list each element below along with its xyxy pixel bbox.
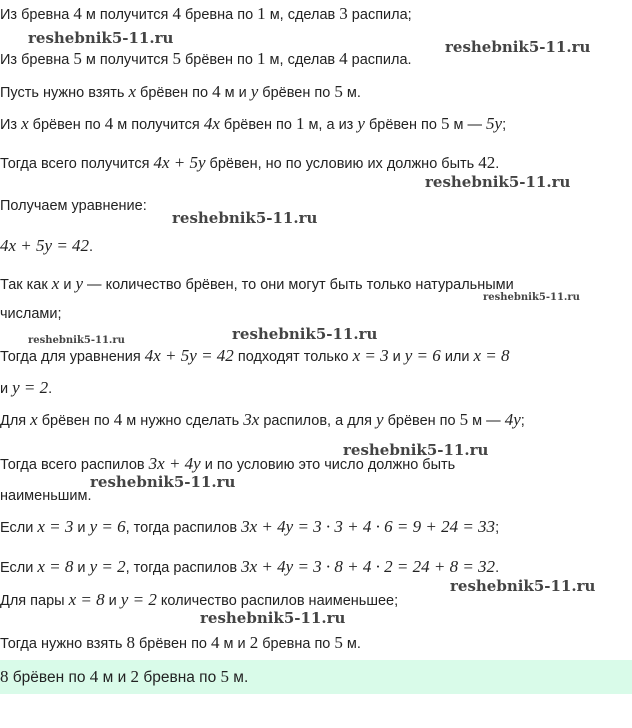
math-expression: 3x + 4y = 3 · 8 + 4 · 2 = 24 + 8 = 32 [241,557,496,576]
math-expression: 42 [478,153,496,172]
text-segment: бревна по [258,636,335,652]
math-expression: 1 [257,4,266,23]
math-expression: 5y [486,114,503,133]
math-expression: 4x [203,114,220,133]
text-segment: м получится [81,52,173,68]
math-expression: y = 2 [12,378,49,397]
text-segment: и [0,381,13,397]
math-expression: 2 [130,667,140,686]
text-segment: — количество брёвен, то они могут быть только натуральными [83,277,514,293]
text-segment: брёвен по [383,413,460,429]
watermark: reshebnik5-11.ru [232,325,378,343]
math-expression: 5 [220,667,229,686]
math-expression: x = 8 [37,557,74,576]
math-expression: 8 [0,667,9,686]
math-expression: y = 2 [89,557,126,576]
text-segment: Для [0,413,31,429]
text-segment: ; [520,413,525,429]
text-segment: или [440,349,474,365]
text-segment: м получится [81,7,173,23]
math-expression: x = 3 [352,346,389,365]
text-segment: брёвен, но по условию их должно быть [205,156,479,172]
text-segment: Если [0,520,38,536]
answer-box [0,660,632,694]
math-expression: 4 [104,114,114,133]
math-expression: y = 6 [404,346,441,365]
math-expression: y = 6 [89,517,126,536]
text-segment: м нужно сделать [122,413,244,429]
paragraph-line [0,197,147,215]
math-expression: 5 [73,49,82,68]
text-segment: Так как [0,277,52,293]
math-expression: y [376,410,384,429]
math-expression: 8 [126,633,135,652]
watermark: reshebnik5-11.ru [343,441,489,459]
text-segment: . [495,560,500,576]
paragraph-line [0,275,514,294]
text-segment: брёвен по [258,85,335,101]
text-segment: м, а из [304,117,358,133]
math-expression: 4 [73,4,82,23]
text-segment: брёвен по [8,669,90,686]
text-segment: подходят только [233,349,353,365]
math-expression: 4 [89,667,99,686]
text-segment: и [73,520,90,536]
watermark: reshebnik5-11.ru [28,335,125,346]
text-segment: ; [495,520,500,536]
text-segment: и по условию это число должно быть [200,457,456,473]
math-expression: 3 [339,4,348,23]
paragraph-line [0,237,93,256]
text-segment: бревна по [139,669,221,686]
text-segment: Получаем уравнение: [0,198,147,214]
text-segment: Тогда для уравнения [0,349,145,365]
math-expression: 4x + 5y [153,153,206,172]
text-segment: м — [468,413,505,429]
text-segment: количество распилов наименьшее; [156,593,399,609]
watermark: reshebnik5-11.ru [90,473,236,491]
text-segment: и [104,593,121,609]
math-expression: y = 2 [120,590,157,609]
text-segment: Если [0,560,38,576]
text-segment: распилов, а для [259,413,377,429]
paragraph-line [0,379,52,398]
math-expression: x = 3 [37,517,74,536]
text-segment: ; [502,117,507,133]
text-segment: м — [449,117,487,133]
math-expression: 5 [459,410,469,429]
text-segment: брёвен по [136,85,213,101]
text-segment: Тогда всего получится [0,156,154,172]
math-expression: 5 [172,49,181,68]
text-segment: м и [220,85,251,101]
text-segment: и [388,349,405,365]
text-segment: Из [0,117,22,133]
text-segment: брёвен по [134,636,212,652]
text-segment: м и [98,669,131,686]
text-segment: . [495,156,500,172]
paragraph-line [0,115,506,134]
paragraph-line [0,558,499,577]
math-expression: y [357,114,365,133]
math-expression: 4x + 5y = 42 [144,346,234,365]
math-expression: x [51,274,60,293]
text-segment: распила. [347,52,412,68]
math-expression: 5 [334,633,343,652]
paragraph-line [0,591,398,610]
text-segment: бревна по [180,7,258,23]
text-segment: числами; [0,306,62,322]
text-segment: м получится [113,117,204,133]
math-expression: y [250,82,259,101]
math-expression: x = 8 [68,590,105,609]
watermark: reshebnik5-11.ru [483,292,580,303]
text-segment: Тогда нужно взять [0,636,127,652]
math-expression: 4y [504,410,521,429]
text-segment: м, сделав [265,7,340,23]
watermark: reshebnik5-11.ru [450,577,596,595]
math-expression: 1 [295,114,305,133]
math-expression: x [128,82,137,101]
text-segment: м, сделав [265,52,340,68]
text-segment: . [48,381,53,397]
text-segment: Для пары [0,593,69,609]
text-segment: м и [219,636,250,652]
math-expression: 3x [243,410,260,429]
text-segment: распила; [347,7,412,23]
text-segment: м. [229,669,249,686]
math-expression: 4x + 5y = 42 [0,236,90,255]
text-segment: Пусть нужно взять [0,85,129,101]
math-expression: 5 [334,82,343,101]
text-segment: брёвен по [37,413,114,429]
text-segment: брёвен по [364,117,441,133]
math-expression: 4 [113,410,123,429]
watermark: reshebnik5-11.ru [28,29,174,47]
text-segment: брёвен по [180,52,258,68]
paragraph-line [0,518,499,537]
math-expression: 3x + 4y [148,454,201,473]
math-expression: 5 [440,114,450,133]
math-expression: 1 [257,49,266,68]
math-expression: y [75,274,84,293]
paragraph-line [0,5,412,24]
text-segment: и [59,277,76,293]
watermark: reshebnik5-11.ru [425,173,571,191]
math-expression: 4 [339,49,348,68]
paragraph-line [0,83,361,102]
math-expression: x = 8 [473,346,510,365]
text-segment: Из бревна [0,7,74,23]
paragraph-line [0,411,525,430]
text-segment: наименьшим. [0,488,92,504]
paragraph-line [0,305,62,323]
text-segment: Тогда всего распилов [0,457,149,473]
text-segment: брёвен по [219,117,296,133]
math-expression: x [30,410,38,429]
math-expression: 4 [211,633,220,652]
math-expression: 2 [249,633,259,652]
text-segment: , тогда распилов [125,560,242,576]
text-segment: . [89,239,94,255]
paragraph-line [0,50,412,69]
watermark: reshebnik5-11.ru [200,609,346,627]
paragraph-line [0,154,499,173]
answer-text [0,668,248,687]
math-expression: x [21,114,29,133]
watermark: reshebnik5-11.ru [172,209,318,227]
paragraph-line [0,487,92,505]
paragraph-line [0,634,361,653]
text-segment: , тогда распилов [125,520,242,536]
paragraph-line [0,347,510,366]
math-expression: 4 [212,82,221,101]
math-expression: 4 [172,4,181,23]
text-segment: м. [342,85,361,101]
text-segment: м. [342,636,361,652]
watermark: reshebnik5-11.ru [445,38,591,56]
text-segment: брёвен по [28,117,105,133]
text-segment: и [73,560,90,576]
text-segment: Из бревна [0,52,74,68]
math-expression: 3x + 4y = 3 · 3 + 4 · 6 = 9 + 24 = 33 [241,517,496,536]
